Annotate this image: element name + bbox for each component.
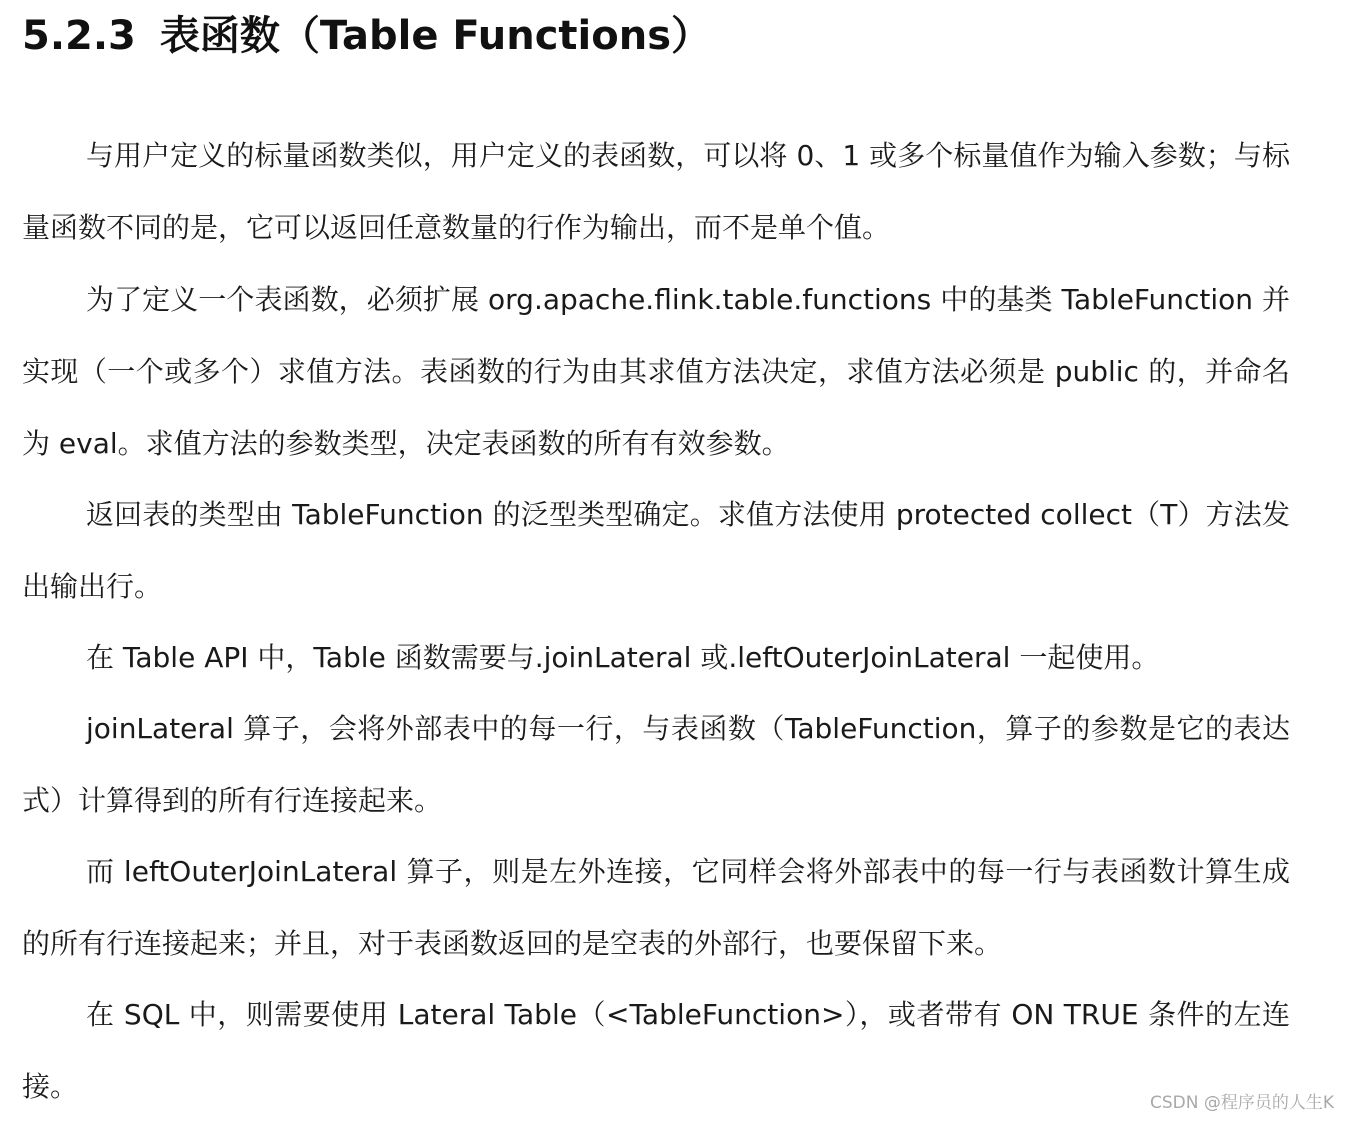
paragraph-sql-usage: 在 SQL 中，则需要使用 Lateral Table（<TableFunction>），或者带有 ON TRUE 条件的左连接。 [22, 998, 1290, 1103]
section-title: 表函数（Table Functions） [159, 13, 712, 59]
section-heading [22, 8, 711, 64]
csdn-watermark: CSDN @程序员的人生K [1149, 1093, 1334, 1113]
document-page [22, 0, 1290, 1121]
paragraph-udtf-intro: 与用户定义的标量函数类似，用户定义的表函数，可以将 0、1 或多个标量值作为输入参数；与标量函数不同的是，它可以返回任意数量的行作为输出，而不是单个值。 [22, 139, 1290, 244]
paragraph-return-type: 返回表的类型由 TableFunction 的泛型类型确定。求值方法使用 protected collect（T）方法发出输出行。 [22, 498, 1290, 603]
section-number: 5.2.3 [22, 13, 136, 59]
paragraph-join-lateral: joinLateral 算子，会将外部表中的每一行，与表函数（TableFunction，算子的参数是它的表达式）计算得到的所有行连接起来。 [22, 712, 1290, 817]
paragraph-define-table-function: 为了定义一个表函数，必须扩展 org.apache.flink.table.functions 中的基类 TableFunction 并实现（一个或多个）求值方法。表函数的行为由其求值方法决定，求值方法必须是 public 的，并命名为 eval。求值方法的参数类型，决定表函数的所有有效参数。 [22, 283, 1290, 460]
paragraph-left-outer-join-lateral: 而 leftOuterJoinLateral 算子，则是左外连接，它同样会将外部表中的每一行与表函数计算生成的所有行连接起来；并且，对于表函数返回的是空表的外部行，也要保留下来。 [22, 855, 1290, 960]
paragraph-table-api-usage: 在 Table API 中，Table 函数需要与.joinLateral 或.leftOuterJoinLateral 一起使用。 [86, 641, 1160, 674]
